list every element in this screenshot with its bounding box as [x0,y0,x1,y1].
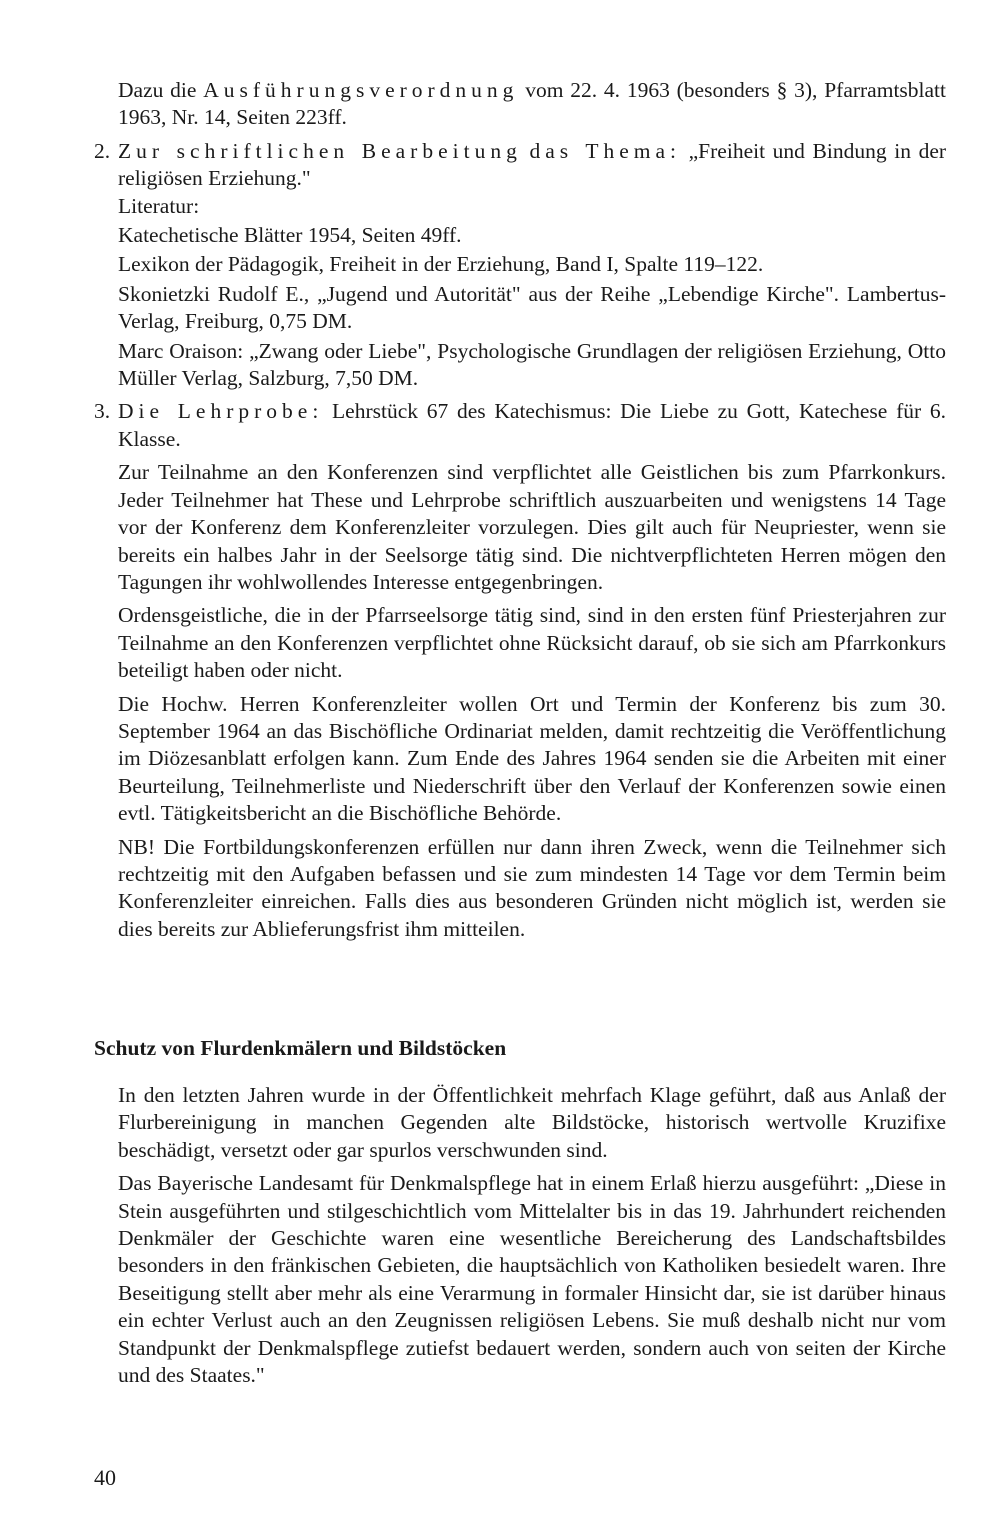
item-2-spaced-b: das Thema: [529,138,682,163]
paragraph: In den letzten Jahren wurde in der Öffentlichkeit mehrfach Klage geführt, daß aus Anlaß der Flurbereinigung in manchen Gegenden alte Bildstöcke, historisch wertvolle Kruzifixe beschädigt, versetzt oder gar spurlos verschwunden sind. [118,1083,946,1162]
literature-entry: Marc Oraison: „Zwang oder Liebe", Psychologische Grundlagen der religiösen Erziehung, Otto Müller Verlag, Salzburg, 7,50 DM. [118,338,946,391]
intro-suffix: vom 22. 4. 1963 (besonders § 3), Pfarramtsblatt 1963, Nr. 14, Seiten 223ff. [118,78,946,130]
item-2-spaced-a: Zur schriftlichen Bearbeitung [118,138,522,163]
paragraph: Zur Teilnahme an den Konferenzen sind verpflichtet alle Geistlichen bis zum Pfarrkonkurs. Jeder Teilnehmer hat These und Lehrprobe schriftlich auszuarbeiten und wenigstens 14 Tage vor der Konferenz dem Konferenzleiter vorzulegen. Dies gilt auch für Neupriester, wenn sie bereits ein halbes Jahr in der Seelsorge tätig sind. Die nichtverpflichteten Herren mögen den Tagungen ihr wohlwollendes Interesse entgegenbringen. [118,460,946,594]
paragraph: Das Bayerische Landesamt für Denkmalspflege hat in einem Erlaß hierzu ausgeführt: „Diese in Stein ausgeführten und stilgeschichtlich vom Mittelalter bis in das 19. Jahrhundert reichenden Denkmäler der Geschichte waren eine wesentliche Bereicherung des Landschaftsbildes besonders in den fränkischen Gebieten, die hauptsächlich von Katholiken besiedelt waren. Ihre Beseitigung stellt aber mehr als eine Verarmung in formaler Hinsicht dar, sie ist darüber hinaus ein echter Verlust auch an den Zeugnissen religiösen Lebens. Sie muß deshalb nicht nur vom Standpunkt der Denkmalspflege zutiefst bedauert werden, sondern auch von seiten der Kirche und des Staates." [118,1171,946,1388]
item-2-number: 2. [94,138,111,163]
literature-entry: Lexikon der Pädagogik, Freiheit in der Erziehung, Band I, Spalte 119–122. [118,252,764,277]
monument-section [94,1076,946,1389]
item-2-topic [118,138,946,193]
section-heading: Schutz von Flurdenkmälern und Bildstöcken [94,1036,507,1060]
item-2 [94,138,946,393]
item-3-spaced: Die Lehrprobe: [118,399,324,424]
paragraph: Ordensgeistliche, die in der Pfarrseelsorge tätig sind, sind in den ersten fünf Priesterjahren zur Teilnahme an den Konferenzen verpflichtet ohne Rücksicht darauf, ob sie sich am Pfarrkonkurs beteiligt haben oder nicht. [118,603,946,683]
intro-spaced-term: Ausführungsverordnung [203,78,519,102]
intro-prefix: Dazu die [118,78,197,102]
literature-label: Literatur: [118,193,200,218]
item-3-number: 3. [94,399,111,424]
ordinance-intro [94,77,946,132]
item-2-theme: „Freiheit und Bindung in der religiösen Erziehung." [118,138,947,191]
ordinance-section [94,77,946,943]
item-3-body [118,398,946,453]
paragraph: Die Hochw. Herren Konferenzleiter wollen Ort und Termin der Konferenz bis zum 30. September 1964 an das Bischöfliche Ordinariat melden, damit rechtzeitig die Veröffentlichung im Diözesanblatt erfolgen kann. Zum Ende des Jahres 1964 senden sie die Arbeiten mit einer Beurteilung, Teilnehmerliste und Niederschrift über den Verlauf der Konferenzen sowie einen evtl. Tätigkeitsbericht an die Bischöfliche Behörde. [118,691,946,826]
paragraph: NB! Die Fortbildungskonferenzen erfüllen nur dann ihren Zweck, wenn die Teilnehmer sich rechtzeitig mit den Aufgaben befassen und sie zum mindesten 14 Tage vor dem Termin beim Konferenzleiter einreichen. Falls dies aus besonderen Gründen nicht möglich ist, werden sie dies bereits zur Ablieferungsfrist ihm mitteilen. [118,834,946,941]
item-3-text [118,398,946,453]
item-2-body [118,138,946,393]
literature-entry: Katechetische Blätter 1954, Seiten 49ff. [118,223,462,248]
item-3-lesson: Lehrstück 67 des Katechismus: Die Liebe zu Gott, Katechese für 6. Klasse. [118,399,947,451]
page-number: 40 [94,1465,116,1490]
literature-entry: Skonietzki Rudolf E., „Jugend und Autorität" aus der Reihe „Lebendige Kirche". Lambertus-Verlag, Freiburg, 0,75 DM. [118,281,946,334]
item-3 [94,398,946,453]
